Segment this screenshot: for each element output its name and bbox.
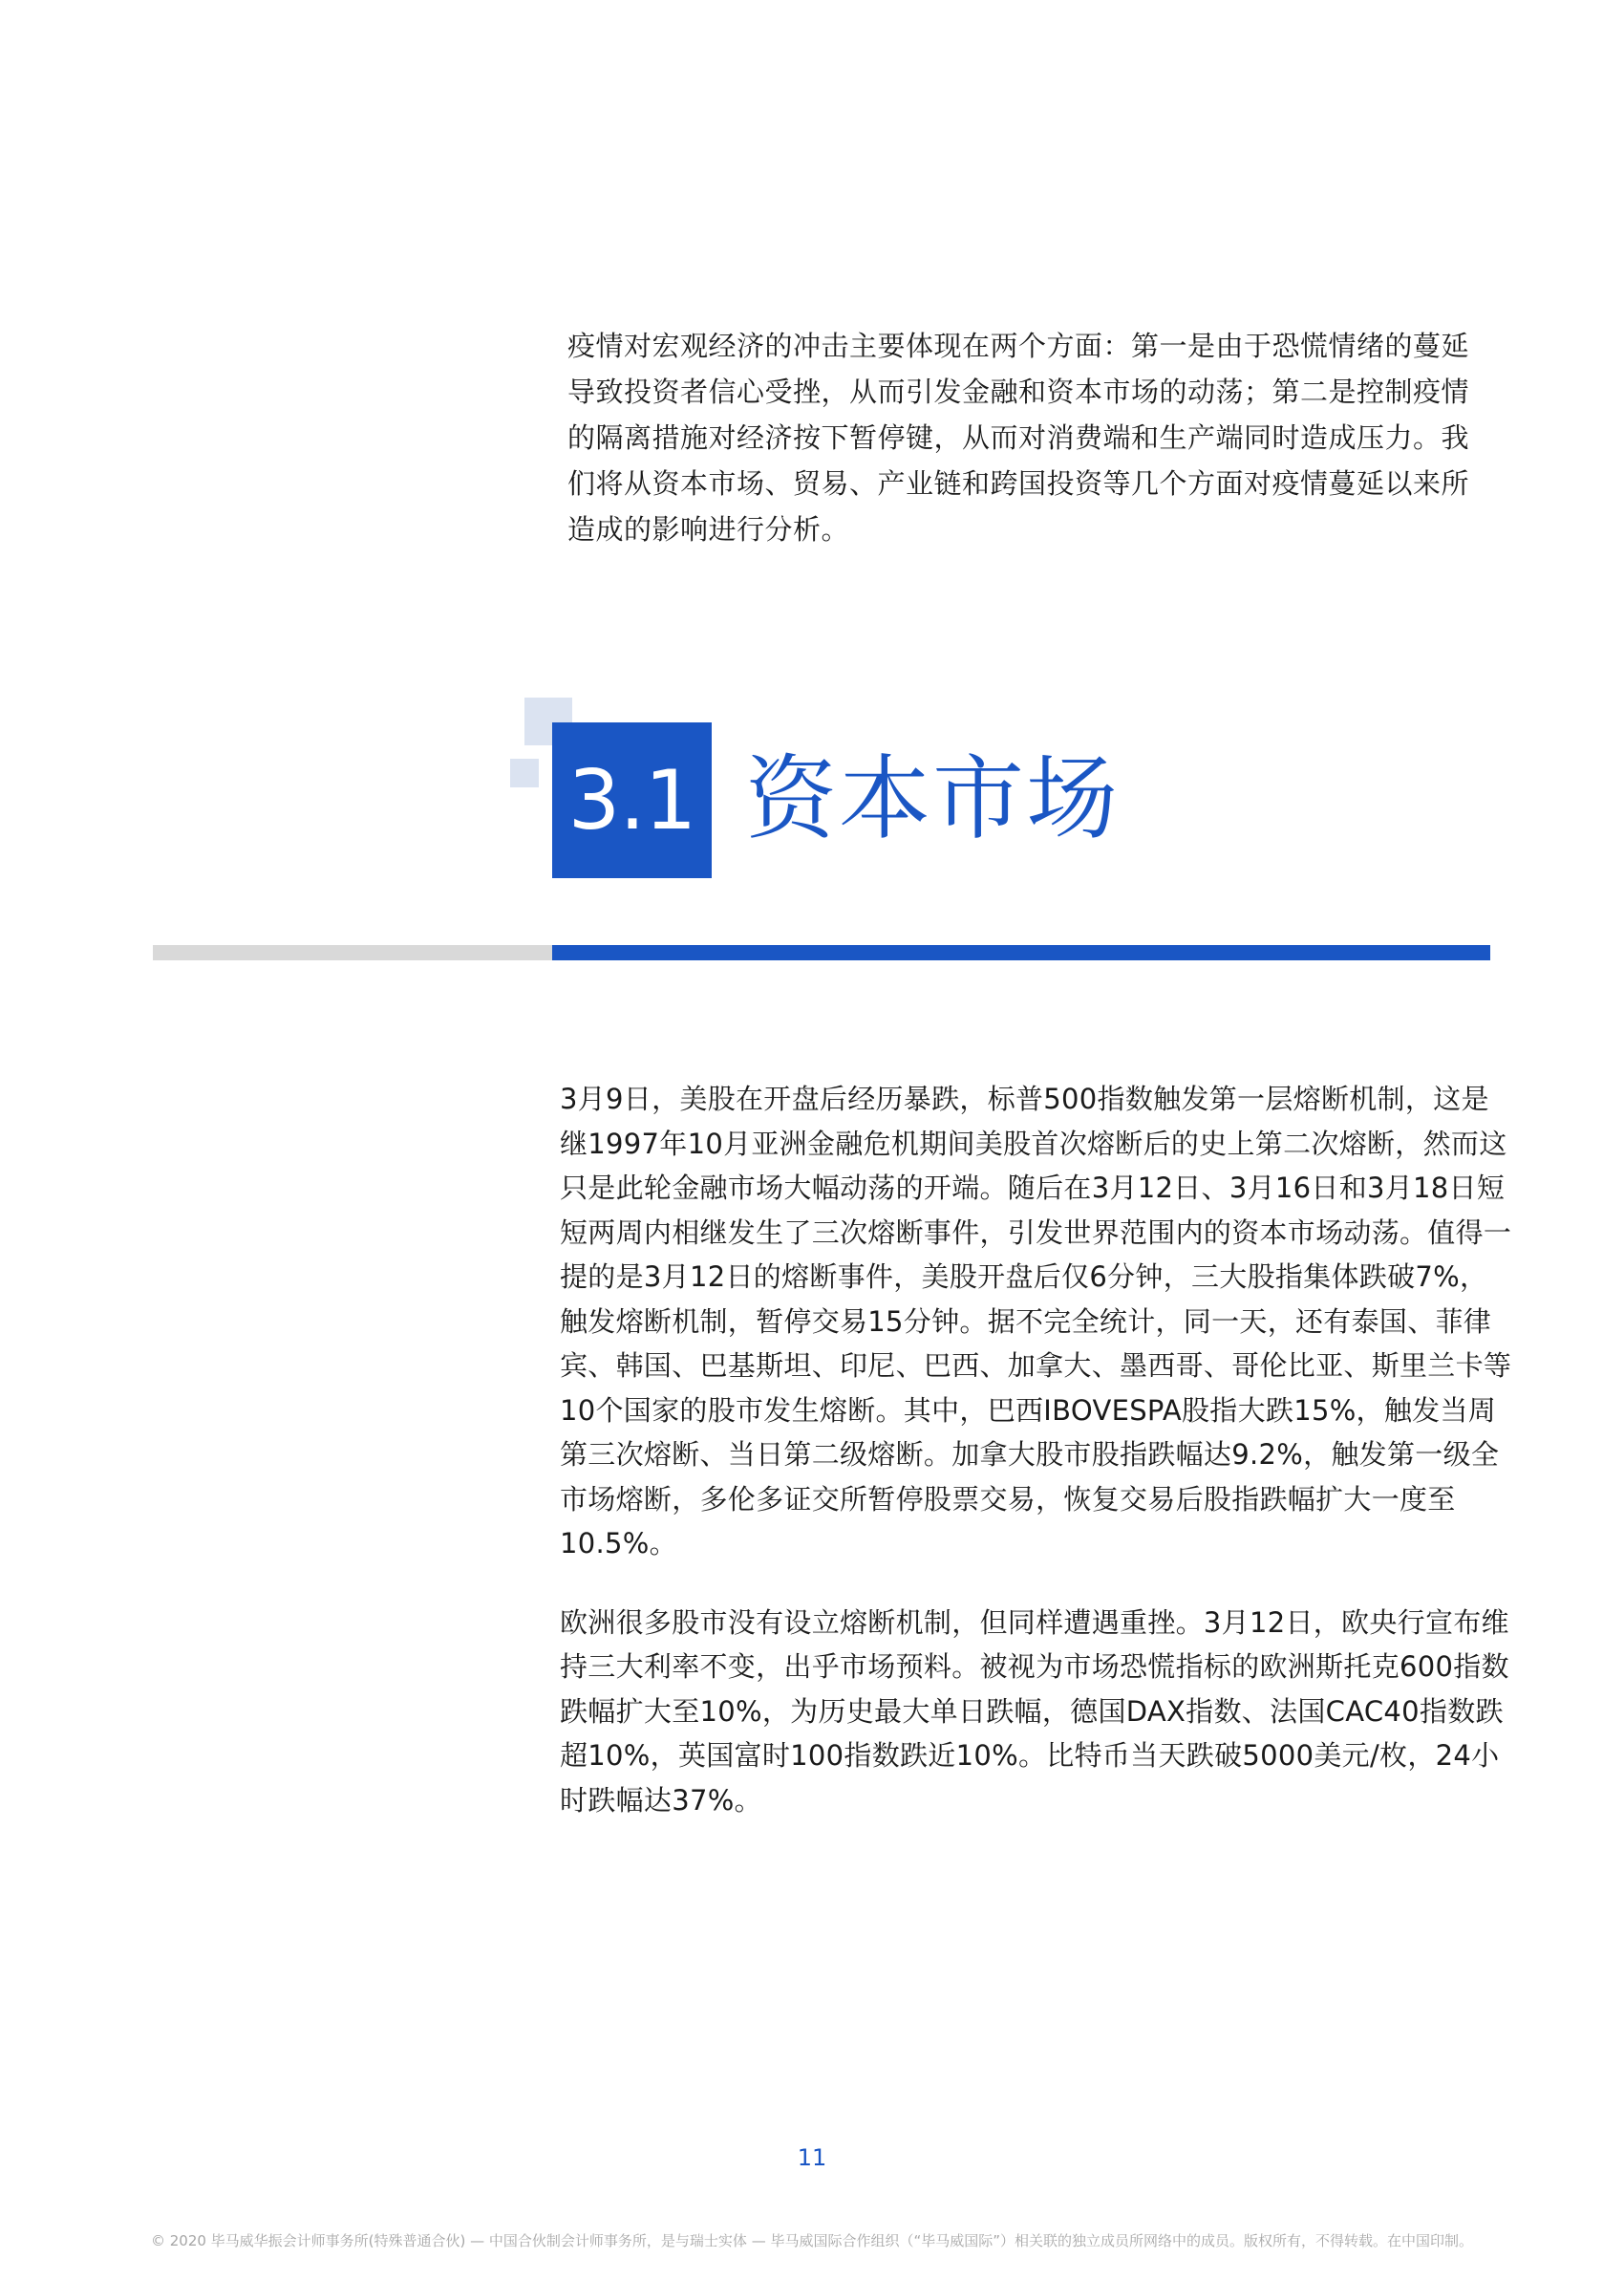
section-title: 资本市场 (745, 745, 1120, 852)
copyright-footer: © 2020 毕马威华振会计师事务所(特殊普通合伙) — 中国合伙制会计师事务所，是与瑞士实体 — 毕马威国际合作组织（“毕马威国际”）相关联的独立成员所网络中的成员。版权所有，不得转载。在中国印制。 (150, 2232, 1474, 2249)
decorative-square-small (510, 759, 539, 787)
section-number-box (552, 722, 712, 878)
section-divider-blue (552, 945, 1490, 960)
intro-paragraph: 疫情对宏观经济的冲击主要体现在两个方面：第一是由于恐慌情绪的蔓延导致投资者信心受挫，从而引发金融和资本市场的动荡；第二是控制疫情的隔离措施对经济按下暂停键，从而对消费端和生产端同时造成压力。我们将从资本市场、贸易、产业链和跨国投资等几个方面对疫情蔓延以来所造成的影响进行分析。 (567, 330, 1470, 546)
section-divider-grey (153, 945, 552, 960)
section-body (560, 1077, 1515, 1857)
body-paragraph: 3月9日，美股在开盘后经历暴跌，标普500指数触发第一层熔断机制，这是继1997年10月亚洲金融危机期间美股首次熔断后的史上第二次熔断，然而这只是此轮金融市场大幅动荡的开端。随后在3月12日、3月16日和3月18日短短两周内相继发生了三次熔断事件，引发世界范围内的资本市场动荡。值得一提的是3月12日的熔断事件，美股开盘后仅6分钟，三大股指集体跌破7%，触发熔断机制，暂停交易15分钟。据不完全统计，同一天，还有泰国、菲律宾、韩国、巴基斯坦、印尼、巴西、加拿大、墨西哥、哥伦比亚、斯里兰卡等10个国家的股市发生熔断。其中，巴西IBOVESPA股指大跌15%，触发当周第三次熔断、当日第二级熔断。加拿大股市股指跌幅达9.2%，触发第一级全市场熔断，多伦多证交所暂停股票交易，恢复交易后股指跌幅扩大一度至10.5%。 (560, 1083, 1512, 1559)
body-paragraph: 欧洲很多股市没有设立熔断机制，但同样遭遇重挫。3月12日，欧央行宣布维持三大利率不变，出乎市场预料。被视为市场恐慌指标的欧洲斯托克600指数跌幅扩大至10%，为历史最大单日跌幅，德国DAX指数、法国CAC40指数跌超10%，英国富时100指数跌近10%。比特币当天跌破5000美元/枚，24小时跌幅达37%。 (560, 1605, 1509, 1817)
section-number: 3.1 (567, 752, 696, 849)
page-number: 11 (797, 2144, 827, 2171)
